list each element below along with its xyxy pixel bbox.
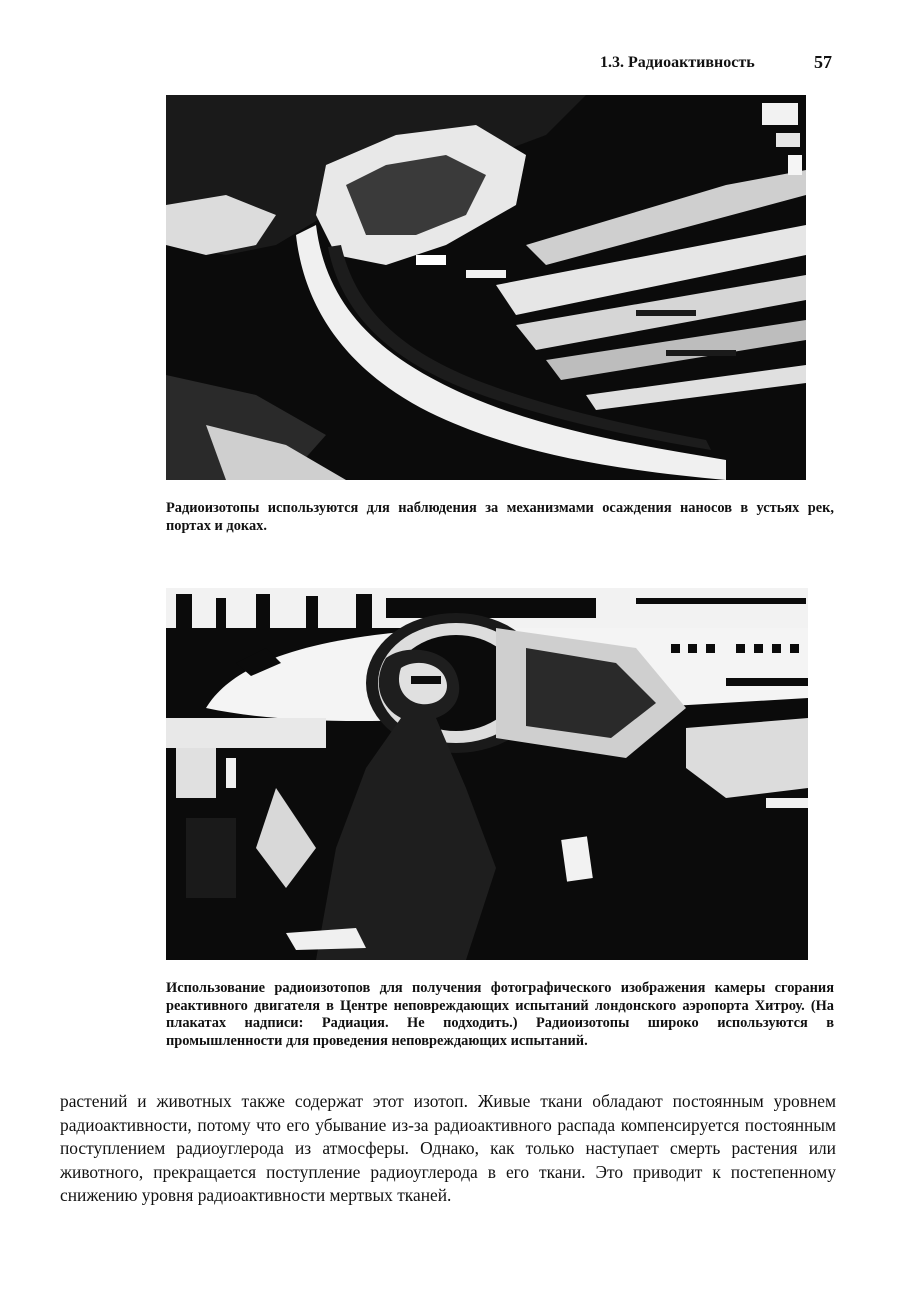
harbour-aerial-photo — [166, 95, 806, 480]
running-head-section: 1.3. Радиоактивность — [600, 54, 755, 71]
figure-caption-2: Использование радиоизотопов для получения фотографического изображения камеры сгорания реактивного двигателя в Центре неповреждающих испытаний лондонского аэропорта Хитроу. (На плакатах надписи: Радиация. Не подходить.) Радиоизотопы широко используются в промышленности для проведения неповреждающих испытаний. — [166, 980, 834, 1049]
page-number: 57 — [814, 52, 832, 72]
page-header — [600, 52, 832, 78]
figure-caption-1: Радиоизотопы используются для наблюдения за механизмами осаждения наносов в устьях рек, портах и доках. — [166, 500, 834, 534]
jet-engine-photo-graphic — [166, 588, 808, 960]
harbour-photo-graphic — [166, 95, 806, 480]
body-paragraph: растений и животных также содержат этот изотоп. Живые ткани обладают постоянным уровнем радиоактивности, потому что его убывание из-за радиоактивного распада компенсируется постоянным поступлением радиоуглерода из атмосферы. Однако, как только наступает смерть растения или животного, прекращается поступление радиоуглерода в его ткани. Это приводит к постепенному снижению уровня радиоактивности мертвых тканей. — [60, 1091, 836, 1205]
jet-engine-photo — [166, 588, 808, 960]
